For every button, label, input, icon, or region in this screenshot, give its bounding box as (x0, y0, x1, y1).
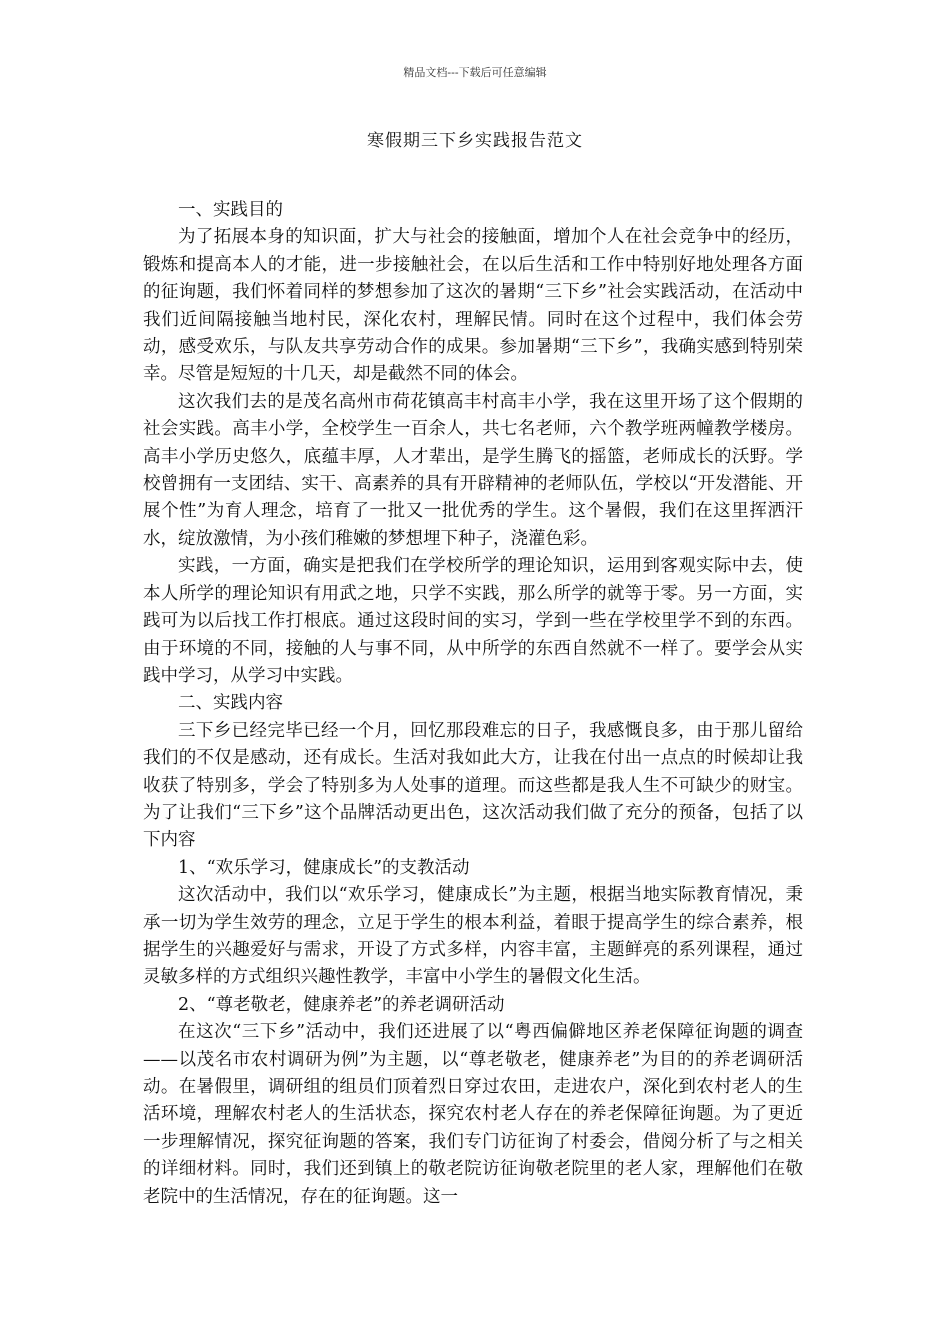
paragraph: 这次活动中，我们以“欢乐学习，健康成长”为主题，根据当地实际教育情况，秉承一切为学生效劳的理念，立足于学生的根本利益，着眼于提高学生的综合素养，根据学生的兴趣爱好与需求，开设了方式多样，内容丰富，主题鲜亮的系列课程，通过灵敏多样的方式组织兴趣性教学，丰富中小学生的暑假文化生活。 (143, 885, 803, 988)
paragraph: 为了拓展本身的知识面，扩大与社会的接触面，增加个人在社会竞争中的经历，锻炼和提高本人的才能，进一步接触社会，在以后生活和工作中特别好地处理各方面的征询题，我们怀着同样的梦想参加了这次的暑期“三下乡”社会实践活动，在活动中我们近间隔接触当地村民，深化农村，理解民情。同时在这个过程中，我们体会劳动，感受欢乐，与队友共享劳动合作的成果。参加暑期“三下乡”，我确实感到特别荣幸。尽管是短短的十几天，却是截然不同的体会。 (143, 227, 803, 385)
subsection-heading-teaching: 1、“欢乐学习，健康成长”的支教活动 (178, 857, 470, 878)
section-heading-purpose: 一、实践目的 (178, 200, 283, 220)
section-heading-content: 二、实践内容 (178, 693, 283, 714)
document-title: 寒假期三下乡实践报告范文 (367, 131, 583, 151)
paragraph: 这次我们去的是茂名高州市荷花镇高丰村高丰小学，我在这里开场了这个假期的社会实践。高丰小学，全校学生一百余人，共七名老师，六个教学班两幢教学楼房。高丰小学历史悠久，底蕴丰厚，人才辈出，是学生腾飞的摇篮，老师成长的沃野。学校曾拥有一支团结、实干、高素养的具有开辟精神的老师队伍，学校以“开发潜能、开展个性”为育人理念，培育了一批又一批优秀的学生。这个暑假，我们在这里挥洒汗水，绽放激情，为小孩们稚嫩的梦想埋下种子，浇灌色彩。 (143, 391, 803, 549)
subsection-heading-elderly: 2、“尊老敬老，健康养老”的养老调研活动 (178, 994, 505, 1015)
paragraph: 实践，一方面，确实是把我们在学校所学的理论知识，运用到客观实际中去，使本人所学的理论知识有用武之地，只学不实践，那么所学的就等于零。另一方面，实践可为以后找工作打根底。通过这段时间的实习，学到一些在学校里学不到的东西。由于环境的不同，接触的人与事不同，从中所学的东西自然就不一样了。要学会从实践中学习，从学习中实践。 (143, 556, 803, 686)
page-header: 精品文档---下载后可任意编辑 (403, 66, 547, 79)
paragraph: 三下乡已经完毕已经一个月，回忆那段难忘的日子，我感慨良多，由于那儿留给我们的不仅是感动，还有成长。生活对我如此大方，让我在付出一点点的时候却让我收获了特别多，学会了特别多为人处事的道理。而这些都是我人生不可缺少的财宝。为了让我们“三下乡”这个品牌活动更出色，这次活动我们做了充分的预备，包括了以下内容 (143, 720, 803, 851)
document-body (143, 197, 803, 1211)
paragraph: 在这次“三下乡”活动中，我们还进展了以“粤西偏僻地区养老保障征询题的调查——以茂名市农村调研为例”为主题，以“尊老敬老，健康养老”为目的的养老调研活动。在暑假里，调研组的组员们顶着烈日穿过农田，走进农户，深化到农村老人的生活环境，理解农村老人的生活状态，探究农村老人存在的养老保障征询题。为了更近一步理解情况，探究征询题的答案，我们专门访征询了村委会，借阅分析了与之相关的详细材料。同时，我们还到镇上的敬老院访征询敬老院里的老人家，理解他们在敬老院中的生活情况，存在的征询题。这一 (143, 1022, 803, 1207)
